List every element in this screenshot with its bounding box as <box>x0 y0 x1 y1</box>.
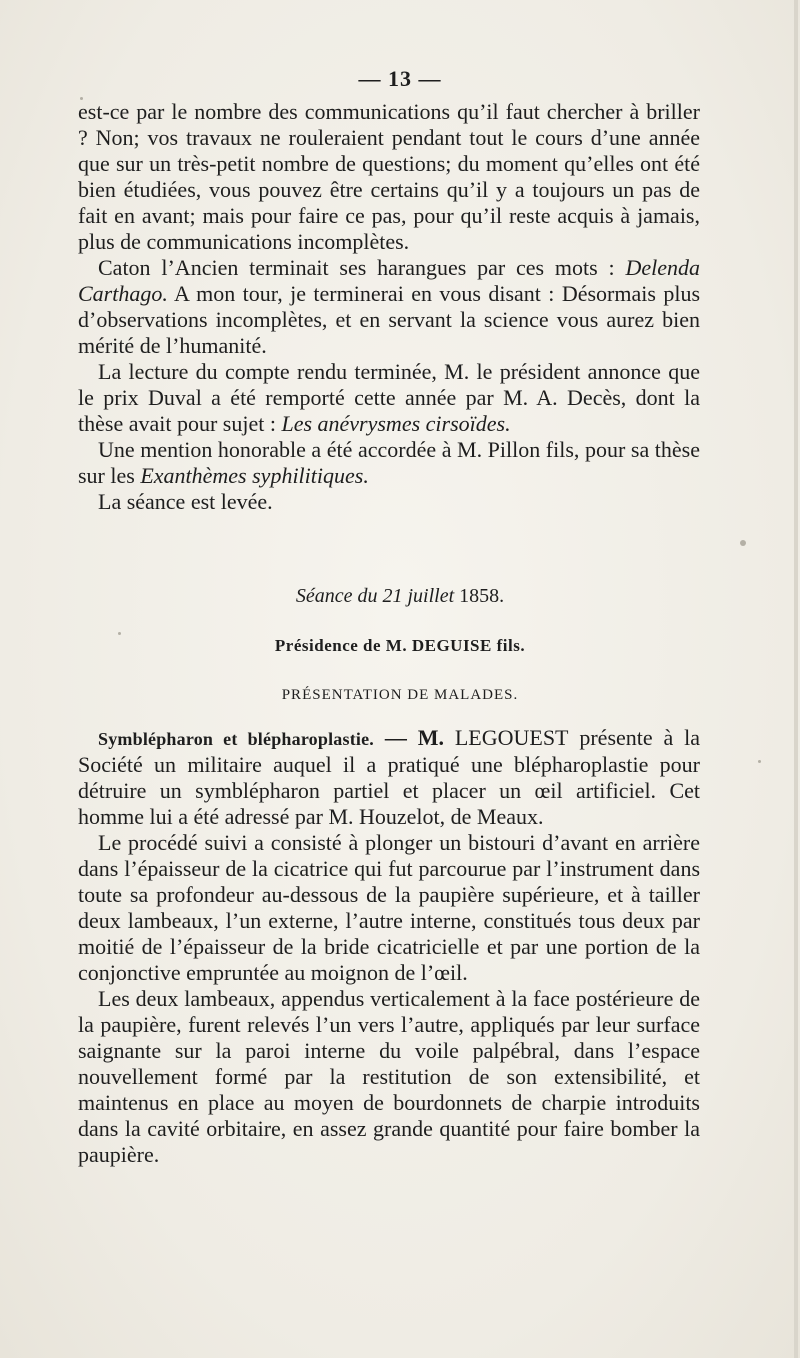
section-heading: PRÉSENTATION DE MALADES. <box>281 687 519 703</box>
case-author: LEGOUEST <box>454 725 569 750</box>
ink-speck <box>758 760 761 763</box>
session-heading-prefix: Séance du <box>295 585 383 607</box>
session-heading-month: juillet <box>402 585 460 607</box>
paragraph-mention <box>78 437 700 489</box>
paragraph-continuation: est-ce par le nombre des communications qu’il faut chercher à briller ? Non; vos travaux ne rouleraient pendant tout le cours d’une année que sur un très-petit nombre de questions; du moment qu’elles ont été bien étudiées, vous pouvez être certains qu’il y a toujours un pas de fait en avant; mais pour faire ce pas, pour qu’il reste acquis à jamais, plus de communications incomplètes. <box>78 99 700 254</box>
bottom-text-block <box>78 725 700 1168</box>
session-heading-day: 21 <box>382 585 403 607</box>
paragraph-prix-duval <box>78 359 700 437</box>
paragraph-caton-end: A mon tour, je terminerai en vous disant : Désormais plus d’observations incomplètes, et en servant la science vous aurez bien mérité de l’humanité. <box>78 281 700 358</box>
paragraph-seance-levee: La séance est levée. <box>98 489 273 514</box>
page-edge <box>794 0 798 1358</box>
session-heading <box>0 585 800 608</box>
paragraph-caton-text: Caton l’Ancien terminait ses harangues par ces mots : <box>98 255 626 280</box>
paragraph-prix-duval-thesis: Les anévrysmes cirsoïdes. <box>281 411 511 436</box>
ink-speck <box>740 540 746 546</box>
paragraph-procede: Le procédé suivi a consisté à plonger un bistouri d’avant en arrière dans l’épaisseur de la cicatrice qui fut parcourue par l’instrument dans toute sa profondeur au-dessous de la paupière supérieure, et à tailler deux lambeaux, l’un externe, l’autre interne, constitués tous deux par moitié de l’épaisseur de la bride cicatricielle et par une portion de la conjonctive empruntée au moignon de l’œil. <box>78 830 700 985</box>
presidence-heading: Présidence de M. DEGUISE fils. <box>274 636 526 655</box>
paragraph-caton-quote: Delenda Carthago. <box>78 255 700 306</box>
paragraph-symblepharon <box>78 725 700 830</box>
case-title: Symblépharon et blépharoplastie. <box>98 729 374 749</box>
paragraph-caton <box>78 255 700 359</box>
case-text: présente à la Société un militaire auquel il a pratiqué une blépharoplastie pour détruire un symblépharon partiel et placer un œil artificiel. Cet homme lui a été adressé par M. Houzelot, de Meaux. <box>78 725 701 829</box>
paragraph-lambeaux: Les deux lambeaux, appendus verticalement à la face postérieure de la paupière, furent relevés l’un vers l’autre, appliqués par leur surface saignante sur la paroi interne du voile palpébral, dans l’espace nouvellement formé par la restitution de son extensibilité, et maintenus en place au moyen de bourdonnets de charpie introduits dans la cavité orbitaire, en assez grande quantité pour faire bomber la paupière. <box>78 986 700 1167</box>
paragraph-prix-duval-text: La lecture du compte rendu terminée, M. le président annonce que le prix Duval a été remporté cette année par M. A. Decès, dont la thèse avait pour sujet : <box>78 359 700 436</box>
paragraph-mention-text: Une mention honorable a été accordée à M. Pillon fils, pour sa thèse sur les <box>78 437 700 488</box>
page-number: — 13 — <box>358 66 442 91</box>
ink-speck <box>118 632 121 635</box>
case-dash: — M. <box>374 725 455 750</box>
paragraph-mention-thesis: Exanthèmes syphilitiques. <box>140 463 369 488</box>
session-heading-year: 1858. <box>459 585 505 607</box>
top-text-block <box>78 99 700 515</box>
